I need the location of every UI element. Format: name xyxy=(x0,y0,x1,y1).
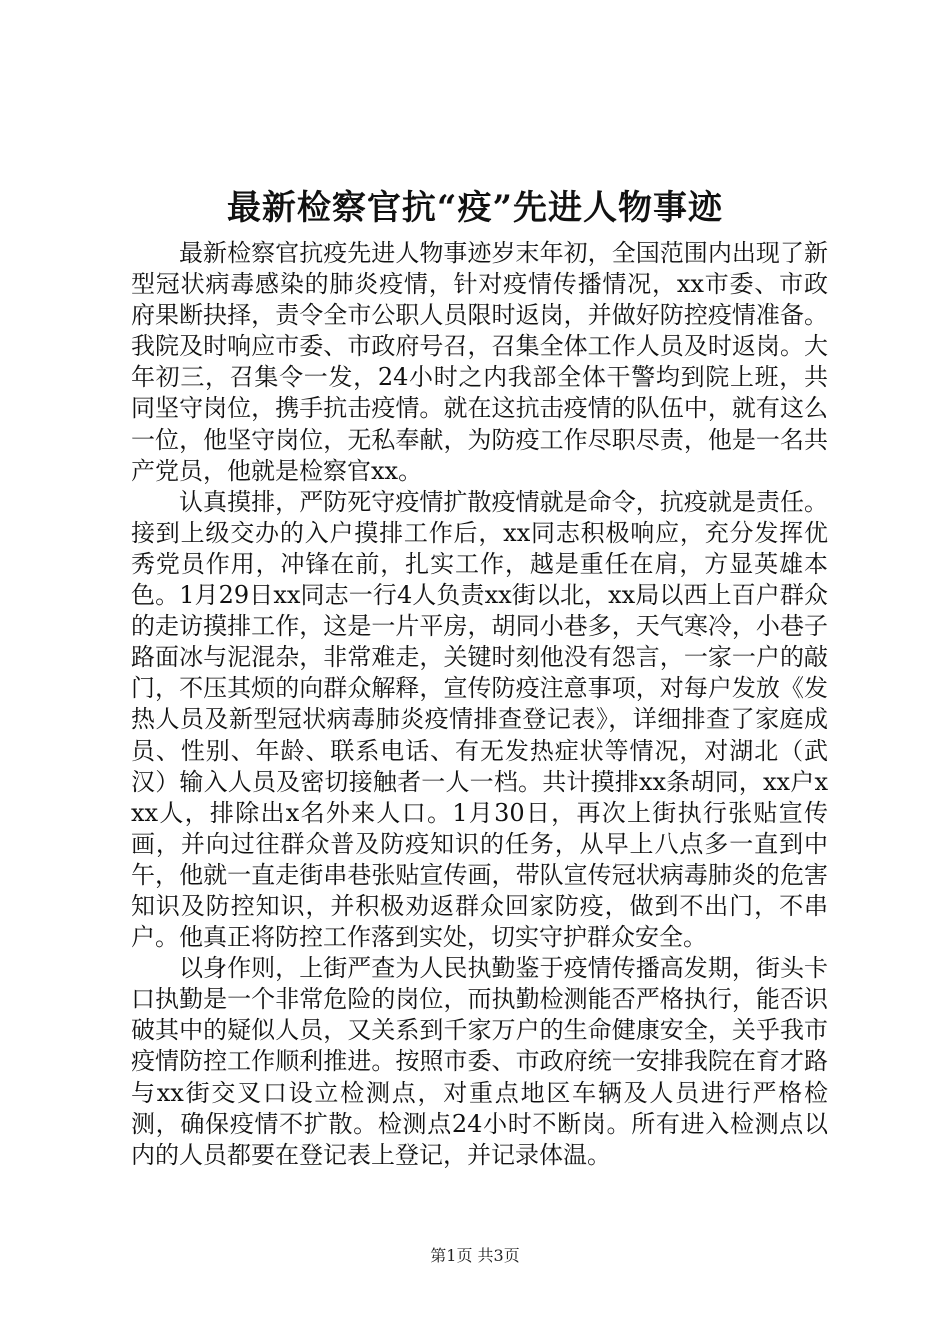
page-number-footer: 第1页 共3页 xyxy=(430,1246,520,1265)
paragraph-intro: 最新检察官抗疫先进人物事迹岁末年初，全国范围内出现了新型冠状病毒感染的肺炎疫情，针对疫情传播情况，xx市委、市政府果断抉择，责令全市公职人员限时返岗，并做好防控疫情准备。我院及时响应市委、市政府号召，召集全体工作人员及时返岗。大年初三，召集令一发，24小时之内我部全体干警均到院上班，共同坚守岗位，携手抗击疫情。就在这抗击疫情的队伍中，就有这么一位，他坚守岗位，无私奉献，为防疫工作尽职尽责，他是一名共产党员，他就是检察官xx。 xyxy=(131,239,828,485)
document-body xyxy=(131,238,828,1171)
document-title: 最新检察官抗“疫”先进人物事迹 xyxy=(226,188,724,228)
paragraph-screening: 认真摸排，严防死守疫情扩散疫情就是命令，抗疫就是责任。接到上级交办的入户摸排工作后，xx同志积极响应，充分发挥优秀党员作用，冲锋在前，扎实工作，越是重任在肩，方显英雄本色。1月29日xx同志一行4人负责xx街以北，xx局以西上百户群众的走访摸排工作，这是一片平房，胡同小巷多，天气寒冷，小巷子路面冰与泥混杂，非常难走，关键时刻他没有怨言，一家一户的敲门，不压其烦的向群众解释，宣传防疫注意事项，对每户发放《发热人员及新型冠状病毒肺炎疫情排查登记表》，详细排查了家庭成员、性别、年龄、联系电话、有无发热症状等情况，对湖北（武汉）输入人员及密切接触者一人一档。共计摸排xx条胡同，xx户xxx人，排除出x名外来人口。1月30日，再次上街执行张贴宣传画，并向过往群众普及防疫知识的任务，从早上八点多一直到中午，他就一直走街串巷张贴宣传画，带队宣传冠状病毒肺炎的危害知识及防控知识，并积极劝返群众回家防疫，做到不出门，不串户。他真正将防控工作落到实处，切实守护群众安全。 xyxy=(131,487,828,952)
paragraph-checkpoint: 以身作则，上街严查为人民执勤鉴于疫情传播高发期，街头卡口执勤是一个非常危险的岗位，而执勤检测能否严格执行，能否识破其中的疑似人员，又关系到千家万户的生命健康安全，关乎我市疫情防控工作顺利推进。按照市委、市政府统一安排我院在育才路与xx街交叉口设立检测点，对重点地区车辆及人员进行严格检测，确保疫情不扩散。检测点24小时不断岗。所有进入检测点以内的人员都要在登记表上登记，并记录体温。 xyxy=(131,954,828,1169)
